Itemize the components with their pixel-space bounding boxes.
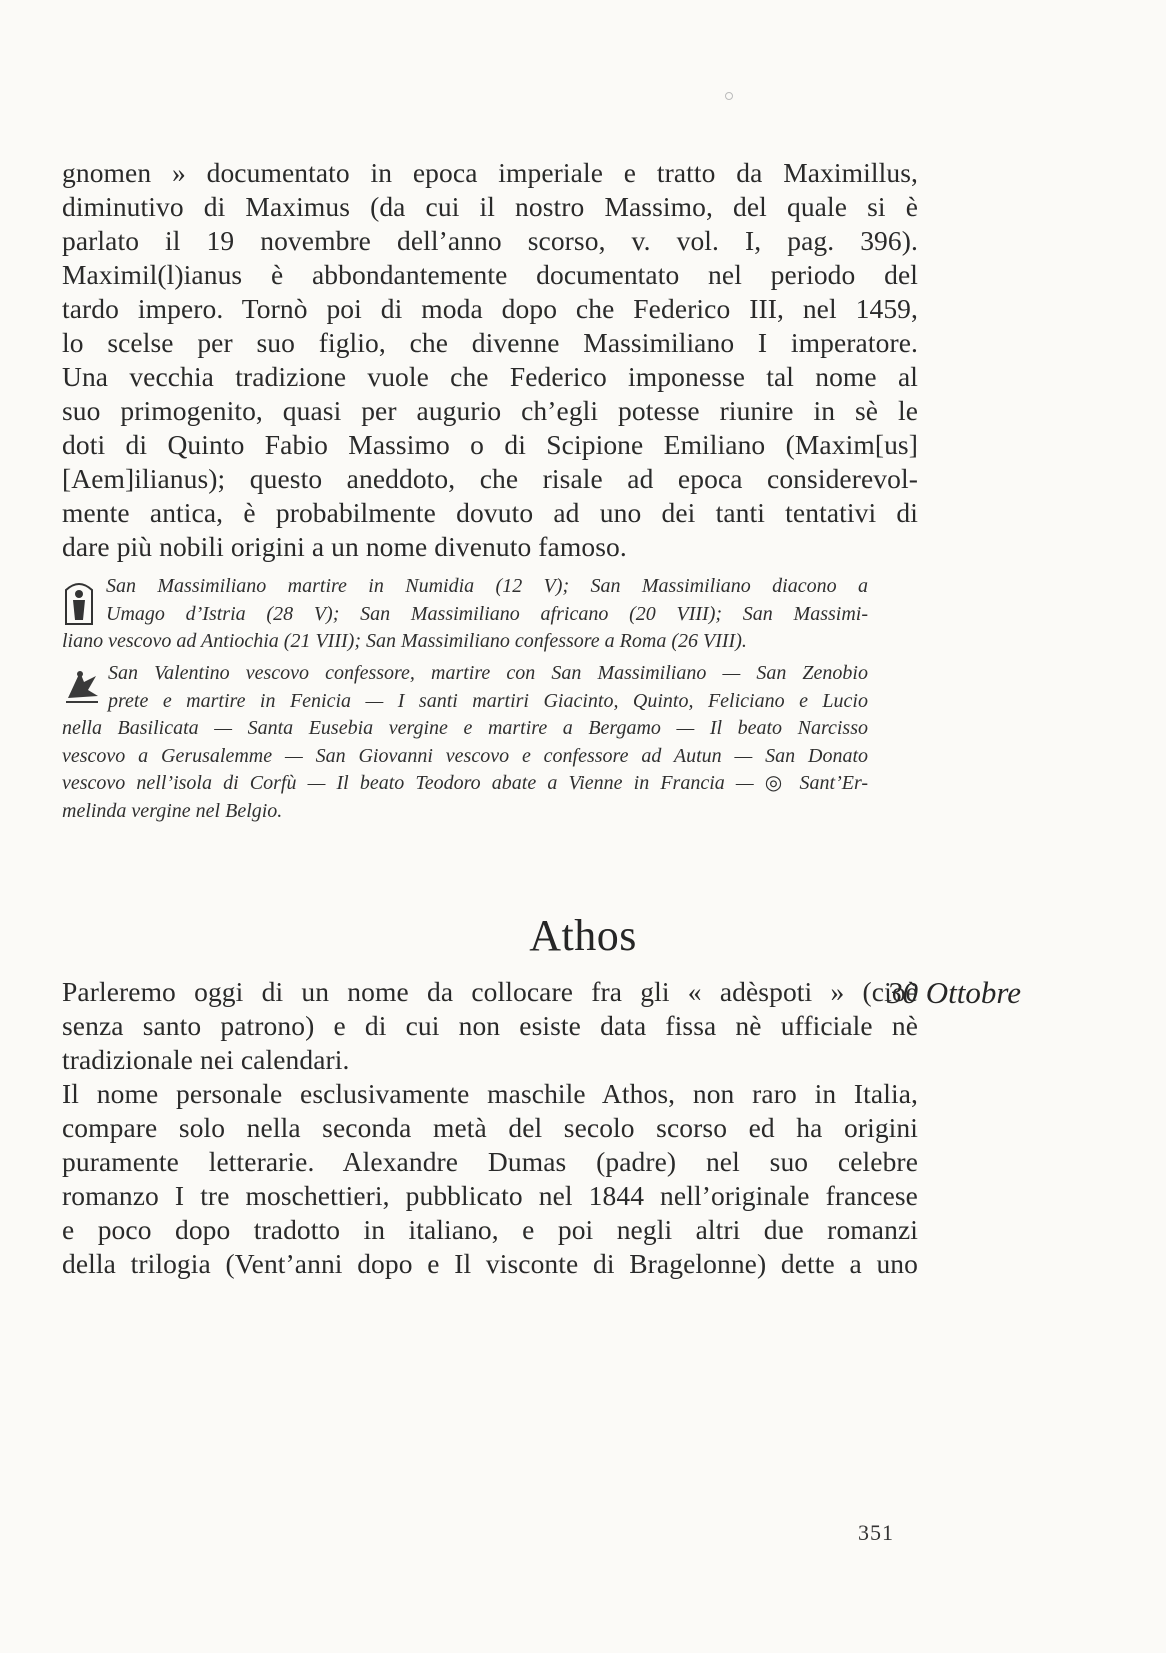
note-line: vescovo nell’isola di Corfù — Il beato Teodoro abate a Vienne in Francia — ◎ Sant’Er- <box>62 772 868 794</box>
text-line: doti di Quinto Fabio Massimo o di Scipione Emiliano (Maxim[us] <box>62 429 918 460</box>
text-line: della trilogia (Vent’anni dopo e Il visconte di Bragelonne) dette a uno <box>62 1248 918 1279</box>
note-line: melinda vergine nel Belgio. <box>62 799 283 822</box>
text-line: lo scelse per suo figlio, che divenne Massimiliano I imperatore. <box>62 327 918 358</box>
saints-note <box>106 573 868 628</box>
note-line: liano vescovo ad Antiochia (21 VIII); San Massimiliano confessore a Roma (26 VIII). <box>62 630 747 652</box>
section-title: Athos <box>529 911 637 960</box>
top-paragraph <box>62 156 918 564</box>
note-line: San Massimiliano martire in Numidia (12 V); San Massimiliano diacono a <box>106 575 868 597</box>
athos-paragraph-1-text <box>62 975 918 1077</box>
athos-paragraph-2 <box>62 1077 918 1281</box>
note-line: vescovo a Gerusalemme — San Giovanni vescovo e confessore ad Autun — San Donato <box>62 744 868 767</box>
athos-paragraph-1 <box>62 975 918 1077</box>
text-line: diminutivo di Maximus (da cui il nostro Massimo, del quale si è <box>62 191 918 222</box>
page-number: 351 <box>858 1520 894 1545</box>
text-line: tradizionale nei calendari. <box>62 1044 350 1075</box>
note-line: nella Basilicata — Santa Eusebia vergine e martire a Bergamo — Il beato Narcisso <box>62 717 868 739</box>
calendar-note-cont <box>62 715 868 825</box>
text-line: puramente letterarie. Alexandre Dumas (padre) nel suo celebre <box>62 1146 918 1177</box>
bird-icon <box>62 664 102 709</box>
saints-note-cont <box>62 628 868 656</box>
text-line: suo primogenito, quasi per augurio ch’egli potesse riunire in sè le <box>62 395 918 426</box>
text-line: tardo impero. Tornò poi di moda dopo che Federico III, nel 1459, <box>62 293 918 324</box>
scan-speck <box>725 92 733 100</box>
text-line: [Aem]ilianus); questo aneddoto, che risale ad epoca considerevol- <box>62 463 918 494</box>
text-line: Parleremo oggi di un nome da collocare fra gli « adèspoti » (cioè <box>62 976 918 1007</box>
text-line: senza santo patrono) e di cui non esiste data fissa nè ufficiale nè <box>62 1010 918 1041</box>
text-line: Il nome personale esclusivamente maschile Athos, non raro in Italia, <box>62 1078 918 1109</box>
section-date: 30 Ottobre <box>886 975 1021 1010</box>
note-line: Umago d’Istria (28 V); San Massimiliano africano (20 VIII); San Massimi- <box>106 602 868 625</box>
calendar-note <box>108 660 868 715</box>
text-line: gnomen » documentato in epoca imperiale e tratto da Maximillus, <box>62 157 918 188</box>
note-line: prete e martire in Fenicia — I santi martiri Giacinto, Quinto, Feliciano e Lucio <box>108 689 868 712</box>
text-line: e poco dopo tradotto in italiano, e poi negli altri due romanzi <box>62 1214 918 1245</box>
text-line: parlato il 19 novembre dell’anno scorso, v. vol. I, pag. 396). <box>62 225 918 256</box>
text-line: Una vecchia tradizione vuole che Federico imponesse tal nome al <box>62 361 918 392</box>
text-line: dare più nobili origini a un nome divenuto famoso. <box>62 531 627 562</box>
text-line: mente antica, è probabilmente dovuto ad uno dei tanti tentativi di <box>62 497 918 528</box>
athos-paragraph-2-text <box>62 1077 918 1281</box>
text-line: romanzo I tre moschettieri, pubblicato nel 1844 nell’originale francese <box>62 1180 918 1211</box>
text-line: compare solo nella seconda metà del secolo scorso ed ha origini <box>62 1112 918 1143</box>
top-paragraph-text <box>62 156 918 564</box>
saint-figure-icon <box>62 580 96 631</box>
text-line: Maximil(l)ianus è abbondantemente documentato nel periodo del <box>62 259 918 290</box>
note-line: San Valentino vescovo confessore, martire con San Massimiliano — San Zenobio <box>108 662 868 684</box>
